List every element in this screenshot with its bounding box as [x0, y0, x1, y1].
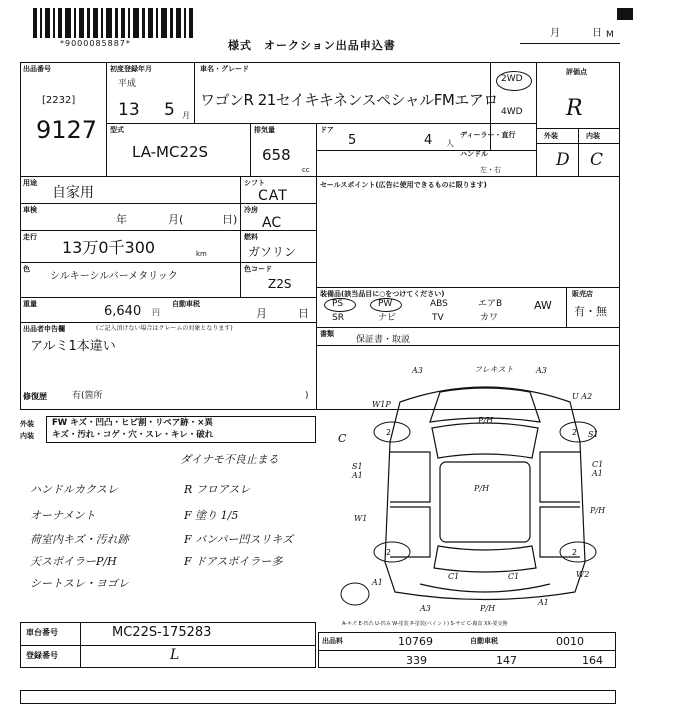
equip-ps-circle [324, 298, 356, 312]
lot-number: 9127 [36, 116, 98, 144]
bottom-partial-row [20, 690, 616, 704]
registration-month: 5 [164, 100, 175, 120]
diag-label-flex: フレキスト [474, 365, 514, 374]
remarks-content: アルミ1本違い [30, 339, 116, 354]
divider [316, 287, 620, 288]
equip-ps: PS [332, 299, 344, 309]
usage-label: 用途 [23, 179, 37, 187]
cc-label: 排気量 [254, 126, 275, 134]
diag-label-ph-rear: P/H [480, 604, 496, 613]
equipment-grid [320, 298, 564, 326]
ext-value: D [556, 150, 570, 170]
int-label: 内装 [586, 132, 600, 140]
diagram-legend-row: A-キズ E-凹凸 U-凹み W-塗装 P-塗装(ペイント) S-サビ C-腐食 XX-要交換 [342, 621, 508, 627]
color-value: シルキーシルバーメタリック [50, 271, 178, 282]
equip-sr: SR [332, 313, 344, 323]
seats-value: 4 [424, 133, 433, 148]
diag-label-ua2: U A2 [572, 392, 593, 401]
registration-unit: 月 [182, 111, 190, 120]
diag-label-a3-front-right: A3 [536, 366, 547, 375]
inspection-year: 年 [116, 213, 127, 226]
divider [250, 123, 251, 176]
score-value: R [566, 96, 583, 121]
repair-label: 修復歴 [23, 392, 47, 401]
date-underline [520, 43, 620, 44]
fee-label-1: 出品料 [322, 637, 343, 645]
diag-label-ph-roof: P/H [474, 484, 490, 493]
barcode [33, 8, 193, 38]
divider [106, 123, 536, 124]
mileage-unit: km [196, 250, 207, 258]
equip-pw: PW [378, 299, 393, 309]
tax-month: 月 [256, 307, 267, 320]
diag-label-ph-hood: P/H [478, 416, 494, 425]
divider [566, 287, 567, 327]
tax-day: 日 [298, 307, 309, 320]
model-label: 車名・グレード [200, 65, 249, 73]
fee-value-3: 339 [406, 654, 427, 667]
repair-close: ) [305, 391, 309, 401]
note-left-4: 荷室内キズ・汚れ跡 [30, 533, 129, 546]
divider [20, 262, 316, 263]
equip-abs: ABS [430, 299, 448, 309]
form-title: 様式 オークション出品申込書 [228, 39, 396, 52]
legend-line1: FW キズ・凹凸・ヒビ割・リペア跡・×異 [52, 418, 213, 428]
svg-text:2: 2 [572, 428, 578, 437]
legend-int-label: 内装 [20, 432, 34, 440]
handle-label: ハンドル [460, 150, 488, 158]
diag-label-c1-rear-right: C1 [508, 572, 520, 581]
registration-year: 13 [118, 100, 140, 120]
diag-label-c1-rear-left: C1 [448, 572, 460, 581]
color-label: 色 [23, 265, 30, 273]
divider [194, 62, 195, 123]
divider [240, 176, 241, 297]
model-name: ワゴンR 21セイキキネンスペシャルFMエアロ [200, 91, 498, 109]
vendor-value: 有・無 [574, 305, 607, 318]
divider [20, 176, 620, 177]
diag-label-w1p: W1P [372, 400, 391, 409]
legend-ext-label: 外装 [20, 420, 34, 428]
diag-label-s1: S1 [588, 430, 599, 439]
fee-value-5: 164 [582, 654, 603, 667]
seat-unit: 人 [446, 139, 454, 148]
diag-label-a1-rear: A1 [538, 598, 549, 607]
mileage-label: 走行 [23, 233, 37, 241]
equip-tv: TV [432, 313, 444, 323]
fee-value-2: 0010 [556, 635, 584, 648]
cc-unit: cc [302, 166, 310, 174]
svg-text:2: 2 [386, 428, 392, 437]
drive-2wd: 2WD [501, 74, 523, 84]
note-left-2: ハンドルカクスレ [30, 483, 118, 496]
registration-label: 初度登録年月 [110, 65, 152, 73]
chassis-label: 型式 [110, 126, 124, 134]
aircon-label: 冷房 [244, 206, 258, 214]
equipment-label: 装備品(該当品目に○をつけてください) [320, 290, 445, 298]
doors-label: ドア [320, 126, 334, 134]
equip-pw-circle [370, 298, 402, 312]
divider [316, 123, 317, 410]
remarks-note: (ご記入頂けない場合はクレームの対象となります) [96, 325, 233, 332]
color-code-value: Z2S [268, 277, 292, 291]
weight-label: 重量 [23, 300, 37, 308]
shift-label: シフト [244, 179, 265, 187]
color-code-label: 色コード [244, 265, 272, 273]
note-right-2: R フロアスレ [184, 483, 251, 496]
chassis-code: LA-MC22S [132, 143, 209, 161]
note-left-6: シートスレ・ヨゴレ [30, 577, 129, 590]
vendor-label: 販売店 [572, 290, 593, 298]
equip-aw: AW [534, 299, 552, 312]
inspection-month: 月( [168, 213, 184, 226]
fuel-value: ガソリン [248, 245, 297, 259]
note-right-3: F 塗り 1/5 [184, 509, 239, 522]
registration-era: 平成 [118, 79, 137, 89]
divider [80, 622, 81, 668]
divider [106, 62, 107, 176]
divider [316, 327, 620, 328]
corner-mark [617, 8, 633, 20]
int-value: C [590, 150, 604, 170]
ext-label: 外装 [544, 132, 558, 140]
chassis-number-label: 車台番号 [26, 628, 58, 637]
date-suffix: M [606, 30, 614, 40]
handle-value: 左・右 [480, 166, 501, 174]
diag-label-a3-rear: A3 [420, 604, 431, 613]
date-month: 月 [550, 28, 560, 39]
divider [20, 645, 316, 646]
svg-text:2: 2 [572, 548, 578, 557]
remarks-label: 出品者申告欄 [23, 325, 65, 333]
reg-number-label: 登録番号 [26, 651, 58, 660]
mileage-value: 13万0千300 [62, 238, 156, 257]
legend-line2: キズ・汚れ・コゲ・穴・スレ・キレ・破れ [52, 430, 214, 440]
divider [578, 128, 579, 176]
tax-label: 自動車税 [172, 300, 200, 308]
divider [318, 650, 616, 651]
diag-label-c: C [338, 432, 347, 445]
divider [316, 345, 620, 346]
lot-label: 出品番号 [23, 65, 51, 73]
equip-navi: ナビ [378, 313, 397, 323]
score-label: 評価点 [566, 68, 587, 76]
aircon-value: AC [262, 215, 282, 231]
diag-label-a1-spare: A1 [372, 578, 383, 587]
weight-unit: 円 [152, 308, 160, 317]
diag-label-w2: W2 [576, 570, 590, 579]
diag-label-s1a1-left: S1 A1 [352, 462, 363, 480]
diag-label-a3-front-left: A3 [412, 366, 423, 375]
diag-label-c1a1-right: C1 A1 [592, 460, 604, 478]
diag-label-w1-left: W1 [354, 514, 368, 523]
cc-value: 658 [262, 146, 291, 164]
drive-4wd: 4WD [501, 107, 523, 117]
inspection-label: 車検 [23, 206, 37, 214]
equip-airbag: エアB [478, 299, 503, 309]
divider [20, 297, 316, 298]
barcode-bars [33, 8, 193, 38]
doors-value: 5 [348, 133, 357, 148]
chassis-number-value: MC22S-175283 [112, 625, 212, 640]
shift-value: CAT [258, 188, 288, 204]
note-right-4: F バンパー凹スリキズ [184, 533, 294, 546]
form-frame [20, 62, 620, 410]
dealer-label: ディーラー・直行 [460, 131, 516, 139]
fuel-label: 燃料 [244, 233, 258, 241]
divider [536, 62, 537, 176]
weight-value: 6,640 [104, 304, 142, 319]
fee-value-4: 147 [496, 654, 517, 667]
diag-label-ph-side: P/H [590, 506, 606, 515]
inspection-day: 日) [222, 213, 238, 226]
lot-tag: [2232] [42, 95, 76, 106]
note-left-5: 天スポイラーP/H [30, 555, 117, 568]
fee-value-1: 10769 [398, 635, 433, 648]
divider [20, 322, 316, 323]
sales-point-label: セールスポイント(広告に使用できるものに限ります) [320, 181, 487, 189]
note-right-1: ダイナモ不良止まる [180, 453, 279, 466]
documents-items: 保証書・取説 [356, 335, 411, 345]
divider [316, 150, 536, 151]
svg-text:2: 2 [386, 548, 392, 557]
fee-label-2: 自動車税 [470, 637, 498, 645]
note-right-5: F ドアスポイラー多 [184, 555, 283, 568]
note-left-3: オーナメント [30, 509, 96, 522]
equip-leather: カワ [480, 313, 499, 323]
barcode-number: *9000085887* [60, 39, 131, 48]
date-day: 日 [592, 28, 602, 39]
usage-value: 自家用 [52, 185, 94, 201]
reg-number-value: L [170, 647, 180, 663]
repair-value: 有(箇所 [72, 391, 103, 401]
documents-label: 書類 [320, 330, 334, 338]
